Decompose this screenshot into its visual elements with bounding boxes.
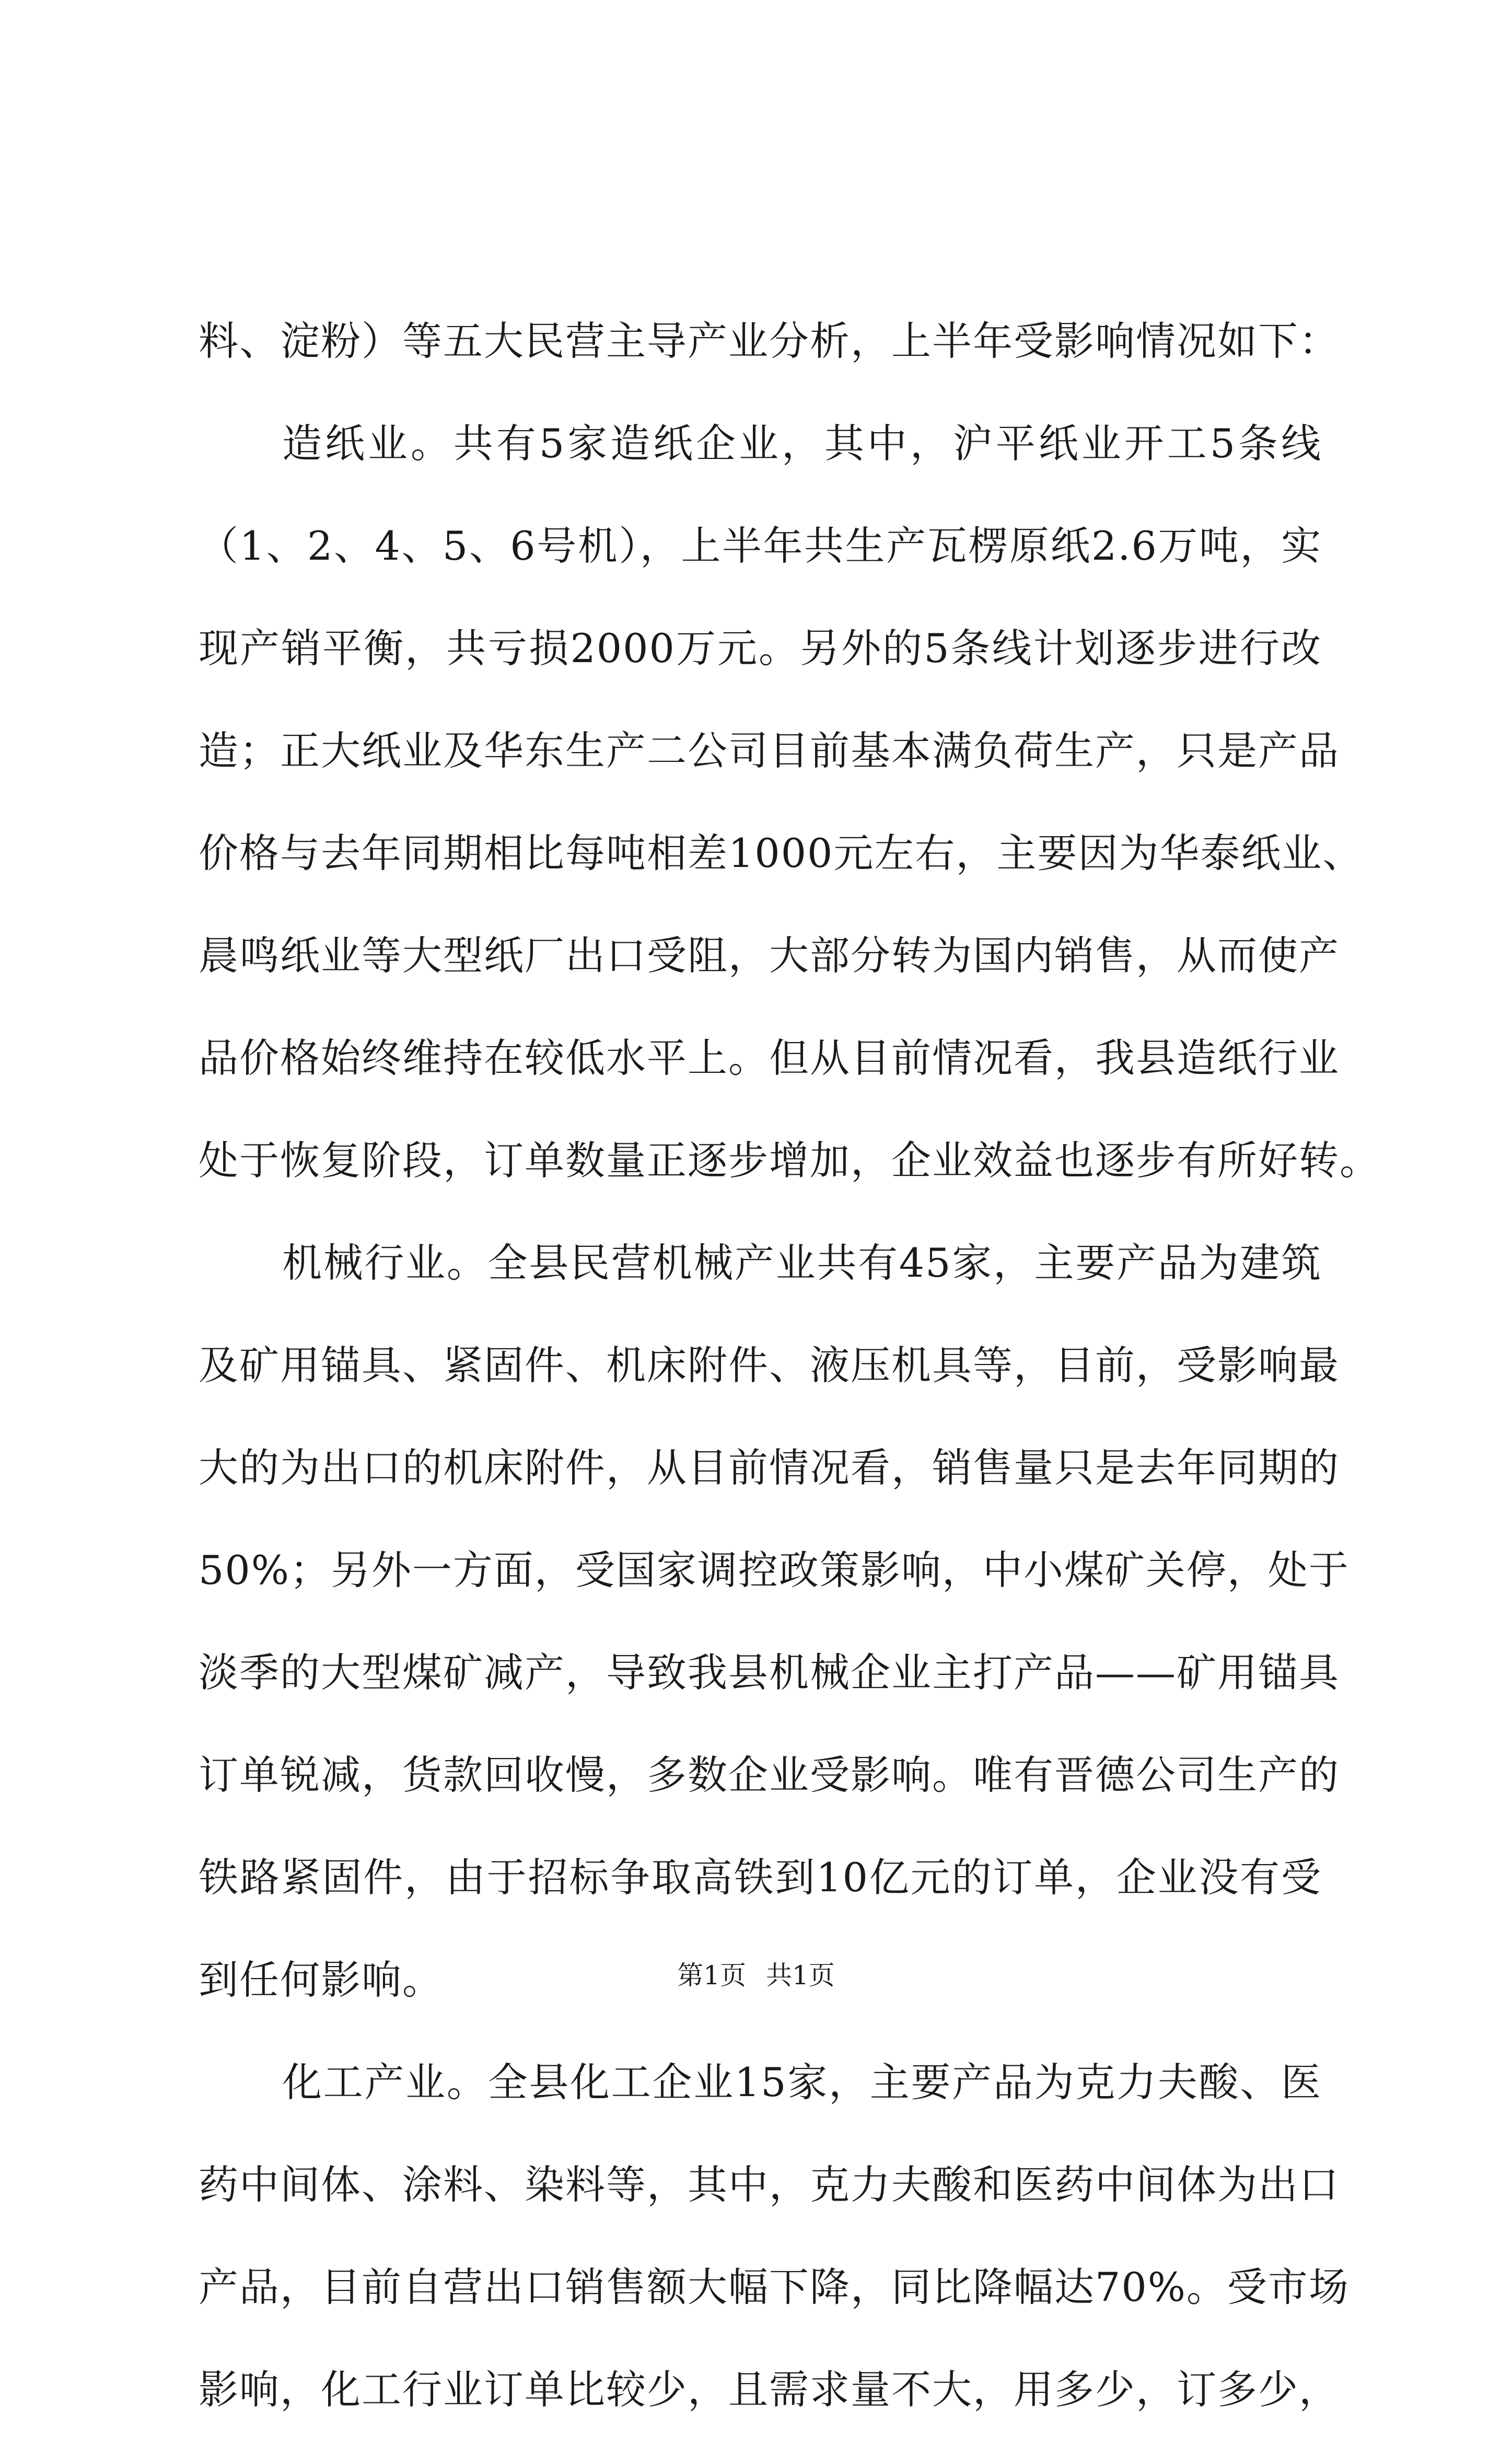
- paragraph-line: 及矿用锚具、紧固件、机床附件、液压机具等，目前，受影响最: [199, 1342, 1340, 1389]
- paragraph-line: 50%；另外一方面，受国家调控政策影响，中小煤矿关停，处于: [199, 1547, 1350, 1593]
- page-number: 第1页: [677, 1960, 746, 1991]
- paragraph-line: 影响，化工行业订单比较少，且需求量不大，用多少，订多少，: [199, 2366, 1340, 2413]
- page-total: 共1页: [766, 1960, 835, 1991]
- paragraph-line: 淡季的大型煤矿减产，导致我县机械企业主打产品——矿用锚具: [199, 1649, 1340, 1696]
- paragraph-line: 铁路紧固件，由于招标争取高铁到10亿元的订单，企业没有受: [199, 1854, 1322, 1901]
- paragraph-line: 料、淀粉）等五大民营主导产业分析，上半年受影响情况如下：: [199, 318, 1340, 364]
- paragraph-line: 机械行业。全县民营机械产业共有45家，主要产品为建筑: [282, 1240, 1322, 1286]
- paragraph-line: 药中间体、涂料、染料等，其中，克力夫酸和医药中间体为出口: [199, 2161, 1340, 2208]
- paragraph-line: 造纸业。共有5家造纸企业，其中，沪平纸业开工5条线: [282, 420, 1322, 467]
- paragraph-line: 到任何影响。: [199, 1957, 443, 2003]
- paragraph-line: 处于恢复阶段，订单数量正逐步增加，企业效益也逐步有所好转。: [199, 1137, 1380, 1184]
- paragraph-line: 订单锐减，货款回收慢，多数企业受影响。唯有晋德公司生产的: [199, 1752, 1340, 1798]
- paragraph-line: 产品，目前自营出口销售额大幅下降，同比降幅达70%。受市场: [199, 2264, 1350, 2310]
- paragraph-line: （1、2、4、5、6号机），上半年共生产瓦楞原纸2.6万吨，实: [199, 523, 1322, 569]
- page-footer: [0, 1957, 1512, 1994]
- paragraph-line: 大的为出口的机床附件，从目前情况看，销售量只是去年同期的: [199, 1444, 1340, 1491]
- document-body: [199, 290, 1380, 2441]
- paragraph-line: 现产销平衡，共亏损2000万元。另外的5条线计划逐步进行改: [199, 625, 1322, 672]
- paragraph-line: 造；正大纸业及华东生产二公司目前基本满负荷生产，只是产品: [199, 727, 1340, 774]
- paragraph-line: 品价格始终维持在较低水平上。但从目前情况看，我县造纸行业: [199, 1035, 1340, 1081]
- paragraph-line: 晨鸣纸业等大型纸厂出口受阻，大部分转为国内销售，从而使产: [199, 932, 1340, 979]
- paragraph-line: 价格与去年同期相比每吨相差1000元左右，主要因为华泰纸业、: [199, 830, 1364, 876]
- paragraph-line: 化工产业。全县化工企业15家，主要产品为克力夫酸、医: [282, 2059, 1322, 2105]
